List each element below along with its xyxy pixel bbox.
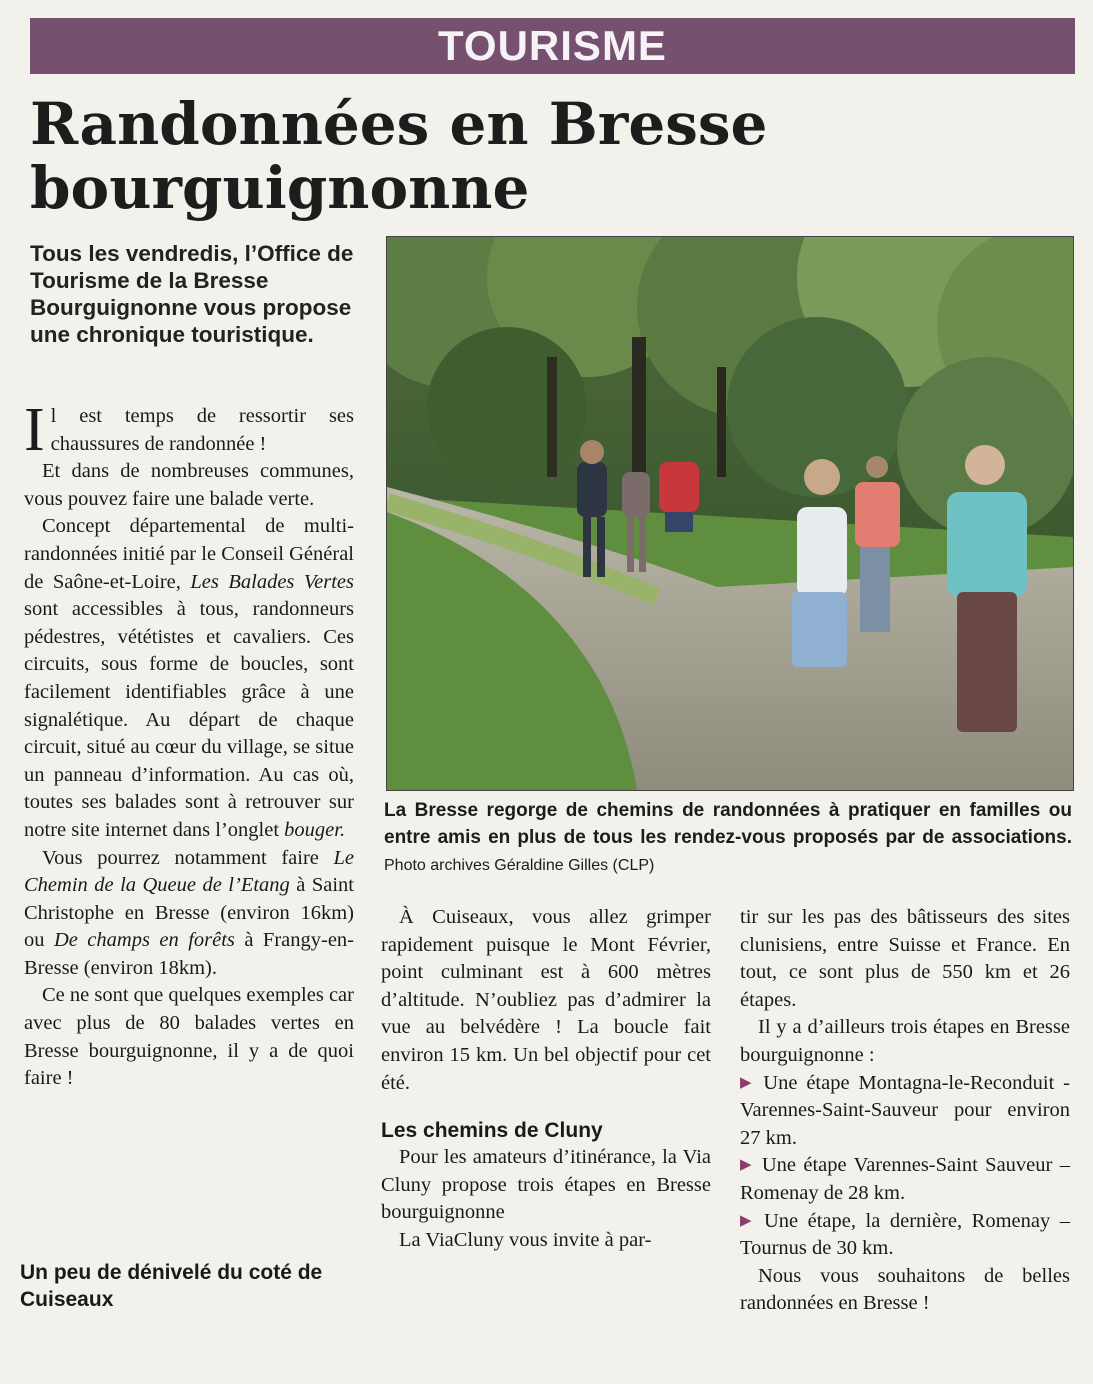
bullet-item: ▶ Une étape, la dernière, Romenay – Tournus de 30 km.: [740, 1209, 1070, 1260]
article-headline: [30, 92, 1030, 220]
bullet-item: ▶ Une étape Montagna-le-Reconduit - Varennes-Saint-Sauveur pour environ 27 km.: [740, 1071, 1070, 1149]
paragraph: Il y a d’ailleurs trois étapes en Bresse bourguignonne :: [740, 1016, 1070, 1066]
article-photo: [386, 236, 1074, 791]
subheading-cuiseaux: Un peu de dénivelé du coté de Cuiseaux: [20, 1261, 323, 1311]
paragraph: Vous pourrez notamment faire Le Chemin de la Queue de l’Etang à Saint Christophe en Bresse (environ 16km) ou De champs en forêts à Frangy-en-Bresse (environ 18km).: [24, 846, 354, 979]
drop-cap: I: [24, 396, 45, 464]
paragraph: Concept départemental de multi-randonnées initié par le Conseil Général de Saône-et-Loire, Les Balades Vertes sont accessibles à tous, randonneurs pédestres, vététistes et cavaliers. Ces circuits, sous forme de boucles, sont facilement identifiables grâce à une signalétique. Au départ de chaque circuit, situé au cœur du village, se situe un panneau d’information. Au cas où, toutes ses balades sont à retrouver sur notre site internet dans l’onglet bouger.: [24, 515, 354, 841]
photo-caption: [384, 797, 1072, 879]
section-label: TOURISME: [438, 22, 667, 69]
column-1: [24, 396, 354, 1093]
photo-credit: Photo archives Géraldine Gilles (CLP): [384, 857, 655, 874]
headline-line-1: Randonnées en Bresse: [30, 90, 768, 158]
section-banner: [30, 18, 1075, 74]
bullet-item: ▶ Une étape Varennes-Saint Sauveur – Romenay de 28 km.: [740, 1154, 1070, 1204]
headline-line-2: bourguignonne: [30, 154, 530, 222]
article-lead: Tous les vendredis, l’Office de Tourisme de la Bresse Bourguignonne vous propose une chronique touristique.: [30, 241, 354, 347]
paragraph: tir sur les pas des bâtisseurs des sites clunisiens, entre Suisse et France. En tout, ce sont plus de 550 km et 26 étapes.: [740, 906, 1070, 1011]
paragraph: Ce ne sont que quelques exemples car avec plus de 80 balades vertes en Bresse bourguignonne, il y a de quoi faire !: [24, 984, 354, 1090]
bullet-arrow-icon: ▶: [740, 1157, 754, 1174]
intro-paragraph: Il est temps de ressortir ses chaussures de randonnée !: [24, 396, 354, 464]
column-2: [381, 904, 711, 1255]
bullet-arrow-icon: ▶: [740, 1212, 756, 1229]
paragraph: À Cuiseaux, vous allez grimper rapidement puisque le Mont Février, point culminant est à 600 mètres d’altitude. N’oubliez pas d’admirer la vue au belvédère ! La boucle fait environ 15 km. Un bel objectif pour cet été.: [381, 906, 711, 1094]
paragraph: La ViaCluny vous invite à par-: [399, 1228, 652, 1251]
bullet-arrow-icon: ▶: [740, 1074, 756, 1091]
paragraph: Nous vous souhaitons de belles randonnées en Bresse !: [740, 1264, 1070, 1315]
caption-text: La Bresse regorge de chemins de randonnées à pratiquer en familles ou entre amis en plus de tous les rendez-vous proposés par de associations.: [384, 800, 1072, 848]
paragraph: Pour les amateurs d’itinérance, la Via Cluny propose trois étapes en Bresse bourguignonne: [381, 1146, 711, 1224]
paragraph: Et dans de nombreuses communes, vous pouvez faire une balade verte.: [24, 460, 354, 510]
column-3: [740, 904, 1070, 1318]
subheading-cluny: Les chemins de Cluny: [381, 1119, 603, 1143]
